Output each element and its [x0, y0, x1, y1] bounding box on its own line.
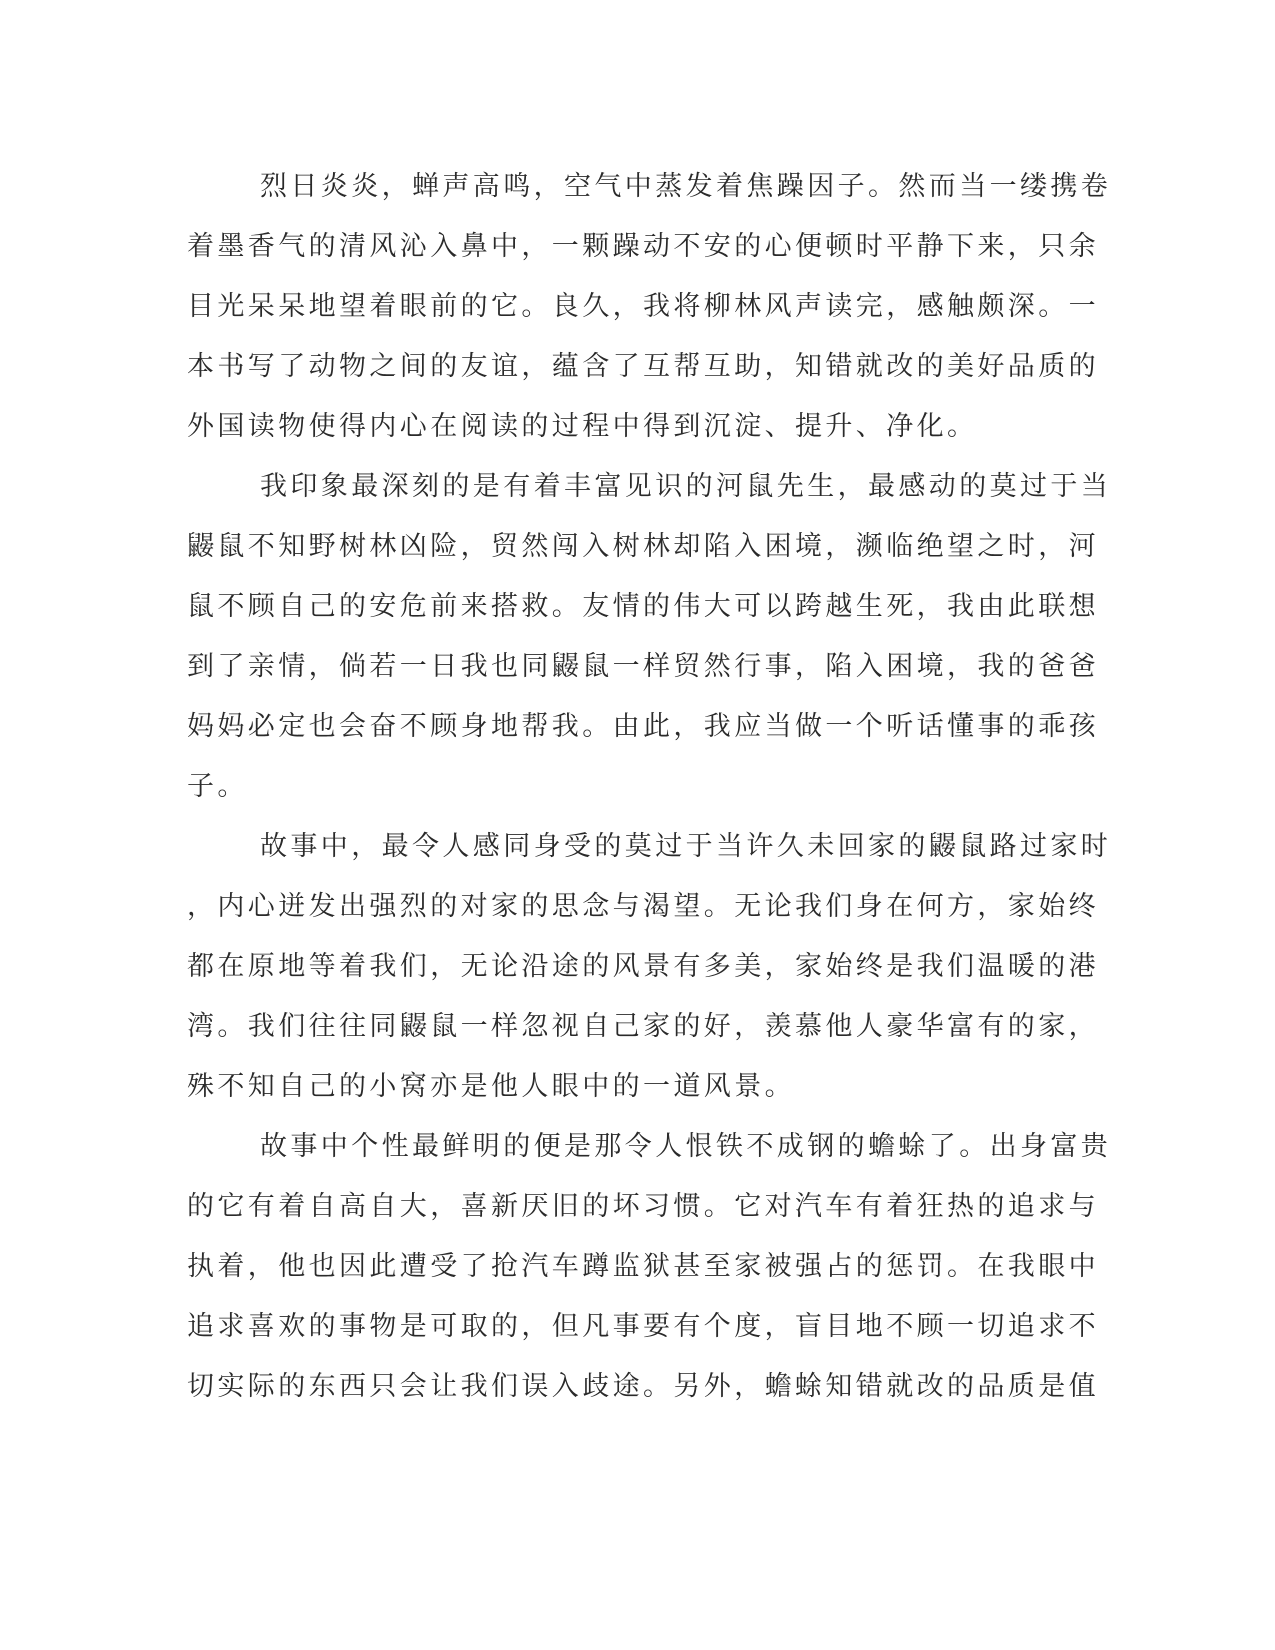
paragraph-2-line-6: 子。 — [187, 771, 248, 802]
paragraph-1-line-4: 本书写了动物之间的友谊，蕴含了互帮互助，知错就改的美好品质的 — [187, 351, 1099, 382]
paragraph-2-line-3: 鼠不顾自己的安危前来搭救。友情的伟大可以跨越生死，我由此联想 — [187, 591, 1099, 622]
paragraph-2-line-2: 鼹鼠不知野树林凶险，贸然闯入树林却陷入困境，濒临绝望之时，河 — [187, 531, 1099, 562]
paragraph-4-line-4: 追求喜欢的事物是可取的，但凡事要有个度，盲目地不顾一切追求不 — [187, 1311, 1099, 1342]
paragraph-4-line-5: 切实际的东西只会让我们误入歧途。另外，蟾蜍知错就改的品质是值 — [187, 1371, 1099, 1402]
paragraph-3-line-4: 湾。我们往往同鼹鼠一样忽视自己家的好，羡慕他人豪华富有的家， — [187, 1011, 1099, 1042]
paragraph-4-line-3: 执着，他也因此遭受了抢汽车蹲监狱甚至家被强占的惩罚。在我眼中 — [187, 1251, 1099, 1282]
paragraph-2-line-5: 妈妈必定也会奋不顾身地帮我。由此，我应当做一个听话懂事的乖孩 — [187, 711, 1099, 742]
paragraph-2-line-4: 到了亲情，倘若一日我也同鼹鼠一样贸然行事，陷入困境，我的爸爸 — [187, 651, 1099, 682]
paragraph-3-line-1: 故事中，最令人感同身受的莫过于当许久未回家的鼹鼠路过家时 — [260, 831, 1112, 862]
paragraph-1-line-1: 烈日炎炎，蝉声高鸣，空气中蒸发着焦躁因子。然而当一缕携卷 — [260, 171, 1112, 202]
paragraph-1-line-2: 着墨香气的清风沁入鼻中，一颗躁动不安的心便顿时平静下来，只余 — [187, 231, 1099, 262]
body-text — [187, 157, 1112, 1417]
paragraph-2-line-1: 我印象最深刻的是有着丰富见识的河鼠先生，最感动的莫过于当 — [260, 471, 1112, 502]
paragraph-3-line-2: ，内心迸发出强烈的对家的思念与渴望。无论我们身在何方，家始终 — [187, 891, 1099, 922]
paragraph-3-line-3: 都在原地等着我们，无论沿途的风景有多美，家始终是我们温暖的港 — [187, 951, 1099, 982]
paragraph-1-line-5: 外国读物使得内心在阅读的过程中得到沉淀、提升、净化。 — [187, 411, 978, 442]
paragraph-4-line-1: 故事中个性最鲜明的便是那令人恨铁不成钢的蟾蜍了。出身富贵 — [260, 1131, 1112, 1162]
paragraph-4-line-2: 的它有着自高自大，喜新厌旧的坏习惯。它对汽车有着狂热的追求与 — [187, 1191, 1099, 1222]
paragraph-1-line-3: 目光呆呆地望着眼前的它。良久，我将柳林风声读完，感触颇深。一 — [187, 291, 1099, 322]
paragraph-3-line-5: 殊不知自己的小窝亦是他人眼中的一道风景。 — [187, 1071, 795, 1102]
